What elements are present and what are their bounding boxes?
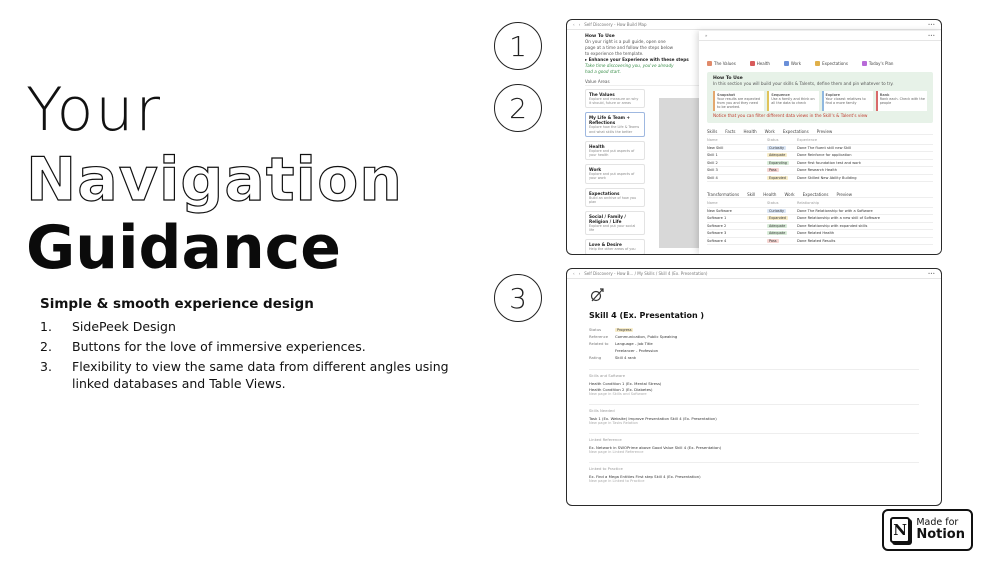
column-header[interactable]: Status (767, 201, 779, 206)
features-list (40, 318, 460, 392)
status-tag: Pass (769, 168, 777, 173)
card-desc: Explore and measure on why it should, future or areas (589, 97, 639, 106)
hero-line-navigation: Navigation (26, 145, 404, 215)
status-tag: Curiosity (769, 145, 784, 150)
card-title: Social / Family / Religion / Life (589, 214, 626, 225)
area-label: Value Areas (585, 79, 713, 86)
row-name: New Skill (707, 145, 724, 150)
status-tag: Adequate (769, 231, 786, 236)
screenshot-window-sidepeek (566, 19, 942, 255)
card-title: Health (589, 143, 605, 149)
badge-big-text: Notion (916, 527, 965, 543)
table-header (707, 137, 933, 145)
feature-number: 2. (40, 339, 52, 354)
column-desc: Use a family and think on all the data to check (771, 97, 815, 105)
linked-section (589, 462, 919, 483)
property-row[interactable] (589, 340, 919, 347)
page-title: Skill 4 (Ex. Presentation ) (589, 311, 705, 320)
feature-item (40, 358, 460, 392)
status-tag: Expanded (769, 216, 786, 221)
tab-values[interactable] (707, 61, 736, 66)
toggle-steps[interactable]: ▸ Enhance your Experience with these steps (585, 57, 689, 62)
table-row[interactable] (707, 230, 933, 238)
feature-number: 1. (40, 319, 52, 334)
row-note: Done Research Health (797, 168, 838, 173)
row-note: Done Relationship with expanded skills (797, 223, 868, 228)
view-tab[interactable]: Work (764, 129, 775, 134)
linked-section (589, 433, 919, 454)
row-name: New Software (707, 208, 732, 213)
feature-item (40, 318, 460, 335)
column-title: Explore (825, 93, 840, 97)
linked-row-text: Ex. Network in SWOPrime above Good Value Skill 4 (Ex. Presentation) (589, 444, 722, 450)
table-row[interactable] (707, 167, 933, 175)
view-tab[interactable]: Work (784, 192, 795, 197)
property-row[interactable] (589, 326, 919, 333)
window-topbar (567, 269, 941, 279)
table-view-tabs (707, 129, 933, 135)
row-name: Software 3 (707, 231, 727, 236)
feature-text: Buttons for the love of immersive experiences. (72, 339, 366, 354)
row-note: Done The fluent skill new Skill (797, 145, 852, 150)
features-block (40, 296, 460, 395)
value-card[interactable] (585, 164, 645, 183)
callout-column (713, 91, 764, 111)
feature-item (40, 338, 460, 355)
card-desc: Explore how the Life & Teams and what skills the better (589, 125, 640, 134)
forward-icon[interactable]: › (578, 271, 581, 276)
property-key: Related to (589, 341, 609, 346)
row-name: Skill 1 (707, 153, 718, 158)
row-name: Skill 3 (707, 168, 718, 173)
row-note: Done Reinforce for application (797, 153, 852, 158)
column-title: Sequence (771, 93, 790, 97)
hero-line-your: Your (26, 75, 163, 145)
notion-logo-icon: N (890, 517, 910, 543)
view-tab[interactable]: Transformations (707, 192, 740, 197)
linked-row-text: Ex. Find a Mega Entities First step Skill 4 (Ex. Presentation) (589, 473, 701, 479)
row-note: Done Related Health (797, 231, 835, 236)
feature-text: SidePeek Design (72, 319, 176, 334)
card-title: My Life & Team + Reflections (589, 115, 630, 126)
row-note: Done first foundation test and work (797, 160, 861, 165)
linked-row-text: Health Condition 2 (Ex. Diabetes) (589, 386, 653, 392)
property-row[interactable] (589, 354, 919, 361)
value-card[interactable] (585, 141, 645, 160)
table-header (707, 200, 933, 208)
view-tab[interactable]: Health (743, 129, 757, 134)
row-name: Software 1 (707, 216, 727, 221)
view-tab[interactable]: Facts (725, 129, 736, 134)
side-peek-panel (699, 31, 941, 254)
property-key: Rating (589, 355, 602, 360)
tab-label: Work (790, 61, 802, 66)
linked-section (589, 369, 919, 396)
property-value: Skill 4 rank (615, 355, 637, 360)
card-title: The Values (589, 92, 615, 97)
tab-label: The Values (714, 61, 736, 66)
back-icon[interactable]: ‹ (573, 271, 575, 276)
column-header[interactable]: Status (767, 138, 779, 143)
view-tab[interactable]: Skill (747, 192, 756, 197)
section-heading: Skills Needed (589, 408, 615, 413)
value-card[interactable] (585, 211, 645, 235)
linked-row-text: Health Condition 1 (Ex. Mental Stress) (589, 380, 662, 386)
step-circle-1: 1 (494, 22, 542, 70)
peek-topbar (699, 31, 941, 41)
section-heading: Linked Reference (589, 437, 622, 442)
callout-column (822, 91, 873, 111)
back-icon[interactable]: ‹ (573, 22, 575, 27)
property-value: Freelancer - Profession (615, 348, 659, 353)
property-row[interactable] (589, 347, 919, 354)
step-circle-3: 3 (494, 274, 542, 322)
value-card[interactable] (585, 89, 645, 108)
linked-row-text: Task 1 (Ex. Website) Improve Presentation Skill 4 (Ex. Presentation) (589, 415, 717, 421)
more-icon[interactable]: ••• (927, 271, 935, 276)
table-row[interactable] (707, 152, 933, 160)
tab-health[interactable] (750, 61, 770, 66)
peek-tab-row (699, 61, 941, 66)
how-to-use-desc: On your right is a pull guide, open one page at a time and follow the steps below to experience the template. (585, 39, 674, 56)
new-page-button[interactable]: New page in Linked to Practice (589, 479, 645, 483)
linked-section (589, 404, 919, 425)
property-key: Reference (589, 334, 609, 339)
how-to-use-title: How To Use (585, 34, 615, 39)
table-row[interactable] (707, 238, 933, 246)
card-desc: Explore and put aspects of your health (589, 148, 635, 158)
screenshot-window-full-page (566, 268, 942, 506)
status-tag: Expanded (769, 175, 786, 180)
table-row[interactable] (707, 160, 933, 168)
feature-text: Flexibility to view the same data from different angles using linked databases and Table Views. (72, 359, 449, 391)
table-row[interactable] (707, 175, 933, 183)
table-view-tabs (707, 192, 933, 198)
tab-label: Health (756, 61, 770, 66)
more-icon[interactable]: ••• (927, 33, 935, 38)
table-row[interactable] (707, 208, 933, 216)
status-tag: Adequate (769, 153, 786, 158)
column-desc: Rank each. Check with the people (879, 97, 925, 105)
row-name: Software 2 (707, 223, 727, 228)
card-desc: Explore and put your social life (589, 224, 636, 233)
property-value: Progress (617, 327, 632, 332)
callout-column (876, 91, 927, 111)
tab-label: Expectations (822, 61, 848, 66)
callout-columns (713, 91, 927, 111)
skills-table (707, 129, 933, 182)
new-page-button[interactable]: New page in Tasks Relation (589, 421, 638, 425)
values-icon (707, 61, 712, 66)
column-header[interactable]: Relationship (797, 201, 820, 206)
arrow-target-icon (589, 287, 605, 303)
software-table (707, 192, 933, 245)
row-note: Done Related Results (797, 238, 836, 243)
work-icon (784, 61, 789, 66)
section-heading: Skills and Software (589, 373, 626, 378)
feature-number: 3. (40, 359, 52, 374)
hero-line-guidance: Guidance (26, 213, 341, 283)
row-name: Skill 2 (707, 160, 718, 165)
new-page-button[interactable]: New page in Skills and Software (589, 392, 647, 396)
status-tag: Pass (769, 238, 777, 243)
callout-title: How To Use (713, 76, 743, 81)
forward-icon[interactable]: › (578, 22, 581, 27)
row-name: Software 4 (707, 238, 727, 243)
hint-text: Take time discovering you, you've already had a good start. (585, 63, 674, 74)
value-card[interactable] (585, 112, 645, 136)
features-heading: Simple & smooth experience design (40, 296, 314, 312)
close-icon[interactable]: » (705, 33, 708, 38)
new-page-button[interactable]: New page in Linked Reference (589, 450, 644, 454)
step-circle-2: 2 (494, 84, 542, 132)
value-card[interactable] (585, 188, 645, 207)
callout-note: Notice that you can filter different data views in the Skill's & Talent's view (713, 113, 868, 118)
tab-label: Today's Plan (868, 61, 894, 66)
view-tab[interactable]: Preview (816, 129, 833, 134)
view-tab[interactable]: Skills (707, 129, 718, 134)
column-desc: Your results are expected from you and they need to be worked. (717, 97, 761, 109)
breadcrumb[interactable]: Self Discovery - How B... / My Skills / Skill 4 (Ex. Presentation) (584, 271, 708, 276)
view-tab[interactable]: Expectations (782, 129, 809, 134)
column-title: Rank (879, 93, 890, 97)
breadcrumb[interactable]: Self Discovery - How Build Map (584, 22, 647, 27)
column-title: Snapshot (717, 93, 735, 97)
badge-small-text: Made for (916, 517, 959, 529)
window-topbar (567, 20, 941, 30)
row-note: Done Relationship with a new skill of Software (797, 216, 881, 221)
placeholder-image (659, 98, 701, 248)
property-key: Status (589, 327, 602, 332)
view-tab[interactable]: Health (763, 192, 777, 197)
card-title: Expectations (589, 190, 620, 196)
table-row[interactable] (707, 223, 933, 231)
card-desc: Build an archive of how you plan (589, 195, 637, 204)
status-tag: Curiosity (769, 208, 784, 213)
health-icon (750, 61, 755, 66)
status-tag: Adequate (769, 223, 786, 228)
page-body (589, 283, 919, 483)
section-heading: Linked to Practice (589, 466, 623, 471)
callout-column (767, 91, 818, 111)
tab-work[interactable] (784, 61, 801, 66)
row-name: Skill 4 (707, 175, 718, 180)
tab-todays-plan[interactable] (862, 61, 894, 66)
view-tab[interactable]: Expectations (802, 192, 829, 197)
tab-expectations[interactable] (815, 61, 848, 66)
table-row[interactable] (707, 145, 933, 153)
expectations-icon (815, 61, 820, 66)
column-header[interactable]: Experience (797, 138, 818, 143)
property-row[interactable] (589, 333, 919, 340)
row-note: Done Skilled New Ability Building (797, 175, 857, 180)
card-desc: Help the other areas of you (589, 247, 636, 252)
card-title: Work (589, 167, 602, 173)
property-value: Language - Job Title (615, 341, 653, 346)
view-tab[interactable]: Preview (836, 192, 853, 197)
property-value: Communication, Public Speaking (615, 334, 678, 339)
column-header[interactable]: Name (707, 201, 718, 206)
callout-desc: In this section you will build your skills & Talents, define them and pin whatever to try. (713, 81, 894, 86)
more-icon[interactable]: ••• (927, 22, 935, 27)
how-to-use-callout (707, 72, 933, 123)
toggle-label: Enhance your Experience with these steps (588, 57, 689, 62)
made-for-notion-badge (882, 509, 973, 551)
column-desc: Your closest relatives to find a more family (825, 97, 866, 105)
row-note: Done The Relationship for with a Software (797, 208, 873, 213)
plan-icon (862, 61, 867, 66)
status-tag: Expanding (769, 160, 787, 165)
badge-text (916, 518, 965, 542)
table-row[interactable] (707, 215, 933, 223)
value-card[interactable] (585, 239, 645, 254)
card-title: Love & Desire (589, 242, 622, 248)
card-desc: Explore and put aspects of your work (589, 172, 635, 181)
column-header[interactable]: Name (707, 138, 718, 143)
